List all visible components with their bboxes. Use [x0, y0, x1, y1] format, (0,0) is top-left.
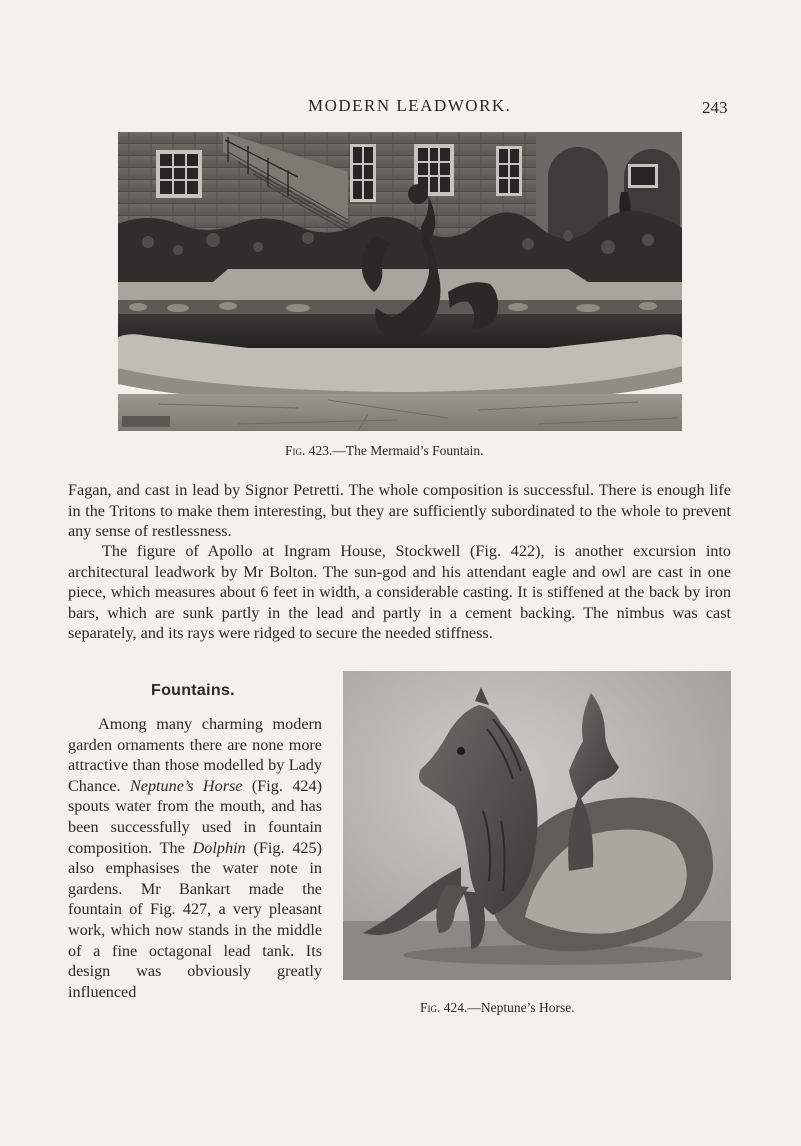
figure-423-caption: [285, 443, 484, 459]
fountains-text-1: Among many charming modern garden ornaments there are none more attractive than those modelled by Lady Chance.: [68, 715, 322, 795]
neptunes-horse-illustration: [343, 671, 731, 980]
page-number: 243: [702, 98, 728, 117]
fountains-text-3: (Fig. 425) also emphasises the water note in gardens. Mr Bankart made the fountain of Fig. 427, a very pleasant work, which now stands in the middle of a fine octagonal lead tank. Its design was obviously greatly influenced: [68, 838, 322, 1001]
paragraph-fagan: Fagan, and cast in lead by Signor Petretti. The whole composition is successful. There is enough life in the Tritons to make them interesting, but they are sufficiently subordinated to the whole to prevent any sense of restlessness.: [68, 481, 731, 541]
section-heading-fountains: Fountains.: [151, 682, 235, 699]
mermaid-fountain-photo: [118, 132, 682, 431]
fountains-text-2: (Fig. 424) spouts water from the mouth, and has been successfully used in fountain composition. The: [68, 776, 322, 857]
running-title: MODERN LEADWORK.: [308, 96, 512, 115]
paragraph-fountains: [68, 714, 322, 1002]
paragraph-apollo: The figure of Apollo at Ingram House, Stockwell (Fig. 422), is another excursion into architectural leadwork by Mr Bolton. The sun-god and his attendant eagle and owl are cast in one piece, which measures about 6 feet in width, a considerable casting. It is stiffened at the back by iron bars, which are sunk partly in the lead and partly in a cement backing. The nimbus was cast separately, and its rays were ridged to secure the needed stiffness.: [68, 542, 731, 643]
figure-423-text: —The Mermaid’s Fountain.: [332, 443, 484, 458]
figure-423-label: Fig. 423.: [285, 443, 333, 458]
neptunes-horse-title: Neptune’s Horse: [129, 776, 243, 795]
figure-424-text: —Neptune’s Horse.: [467, 1000, 575, 1015]
mermaid-fountain-illustration: [118, 132, 682, 431]
neptunes-horse-photo: [343, 671, 731, 980]
dolphin-title: Dolphin: [192, 838, 246, 857]
figure-424-label: Fig. 424.: [420, 1000, 468, 1015]
running-head: [0, 96, 801, 120]
figure-424-caption: [420, 1000, 575, 1016]
